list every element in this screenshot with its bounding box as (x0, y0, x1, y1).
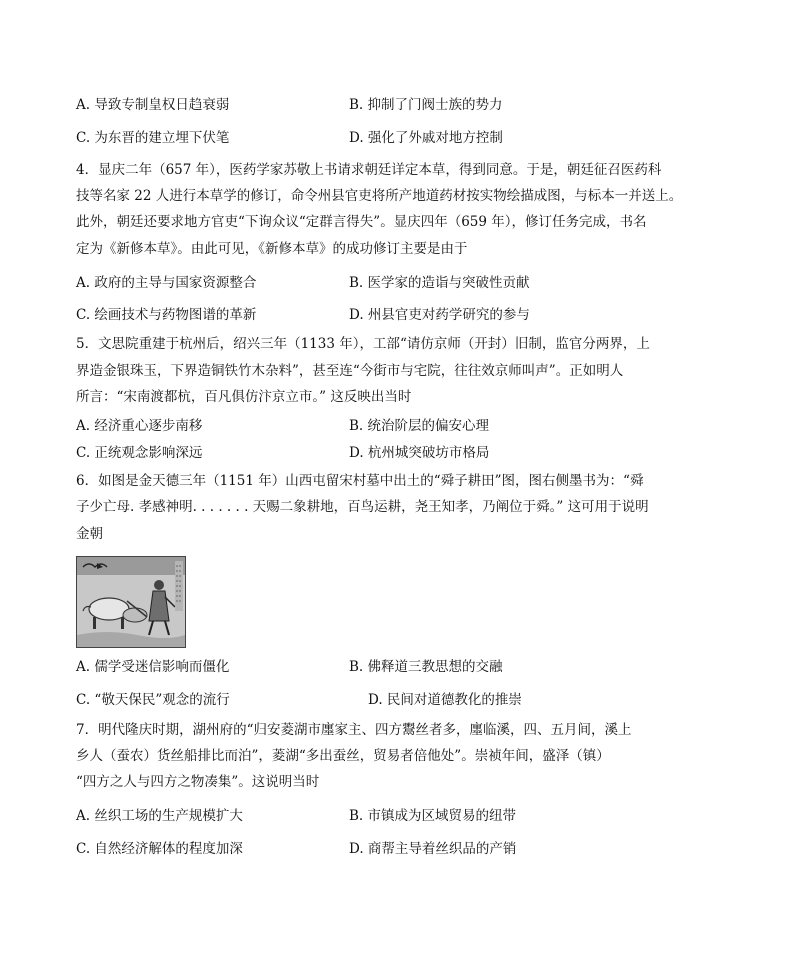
q5-stem-line: 界造金银珠玉，下界造铜铁竹木杂料”，甚至连“今街市与宅院，往往效京师叫声”。正如明人 (76, 363, 624, 379)
q7-stem-line: 乡人（蚕农）货丝船排比而泊”，菱湖“多出蚕丝，贸易者倍他处”。崇祯年间，盛泽（镇） (76, 748, 610, 764)
mural-illustration (77, 557, 185, 647)
q6-option-b[interactable]: B. 佛释道三教思想的交融 (349, 659, 503, 675)
q5-option-d[interactable]: D. 杭州城突破坊市格局 (349, 445, 490, 461)
q4-stem-line: 技等名家 22 人进行本草学的修订，命令州县官吏将所产地道药材按实物绘描成图，与标本一并送上。 (76, 188, 683, 204)
q5-option-c[interactable]: C. 正统观念影响深远 (76, 445, 203, 461)
q7-option-d[interactable]: D. 商帮主导着丝织品的产销 (349, 841, 517, 857)
q4-stem-line: 定为《新修本草》。由此可见，《新修本草》的成功修订主要是由于 (76, 241, 468, 257)
q6-stem-line: 6．如图是金天德三年（1151 年）山西屯留宋村墓中出土的“舜子耕田”图，图右侧墨书为：“舜 (76, 473, 644, 489)
q4-option-a[interactable]: A. 政府的主导与国家资源整合 (76, 275, 257, 291)
q3-option-d[interactable]: D. 强化了外戚对地方控制 (349, 130, 503, 146)
q5-option-a[interactable]: A. 经济重心逐步南移 (76, 418, 203, 434)
q7-option-b[interactable]: B. 市镇成为区域贸易的纽带 (349, 808, 517, 824)
q4-stem-line: 4．显庆二年（657 年），医药学家苏敬上书请求朝廷详定本草，得到同意。于是，朝廷征召医药科 (76, 162, 662, 178)
q3-option-b[interactable]: B. 抑制了门阀士族的势力 (349, 97, 503, 113)
q5-stem-line: 5．文思院重建于杭州后，绍兴三年（1133 年），工部“请仿京师（开封）旧制，监官分两界，上 (76, 336, 650, 352)
q7-stem-line: 7．明代隆庆时期，湖州府的“归安菱湖市廛家主、四方鬻丝者多，廛临溪，四、五月间，溪上 (76, 722, 632, 738)
q3-option-a[interactable]: A. 导致专制皇权日趋衰弱 (76, 97, 230, 113)
q6-option-d[interactable]: D. 民间对道德教化的推崇 (368, 692, 522, 708)
q7-option-c[interactable]: C. 自然经济解体的程度加深 (76, 841, 243, 857)
q4-stem-line: 此外，朝廷还要求地方官吏“下询众议“定群言得失”。显庆四年（659 年），修订任务完成，书名 (76, 214, 647, 230)
q6-option-a[interactable]: A. 儒学受迷信影响而僵化 (76, 659, 230, 675)
q4-option-b[interactable]: B. 医学家的造诣与突破性贡献 (349, 275, 530, 291)
q6-stem-line: 金朝 (76, 526, 103, 542)
shunzi-plowing-mural-image (76, 556, 186, 648)
q4-option-c[interactable]: C. 绘画技术与药物图谱的革新 (76, 307, 257, 323)
q5-option-b[interactable]: B. 统治阶层的偏安心理 (349, 418, 490, 434)
q3-option-c[interactable]: C. 为东晋的建立埋下伏笔 (76, 130, 230, 146)
q6-stem-line: 子少亡母. 孝感神明. . . . . . . 天赐二象耕地，百鸟运耕，尧王知孝，乃阐位于舜。” 这可用于说明 (76, 499, 649, 515)
q7-stem-line: “四方之人与四方之物凑集”。这说明当时 (76, 774, 320, 790)
q5-stem-line: 所言：“宋南渡都杭，百凡俱仿汴京立市。” 这反映出当时 (76, 389, 412, 405)
q4-option-d[interactable]: D. 州县官吏对药学研究的参与 (349, 307, 530, 323)
q7-option-a[interactable]: A. 丝织工场的生产规模扩大 (76, 808, 243, 824)
q6-option-c[interactable]: C. “敬天保民”观念的流行 (76, 692, 230, 708)
